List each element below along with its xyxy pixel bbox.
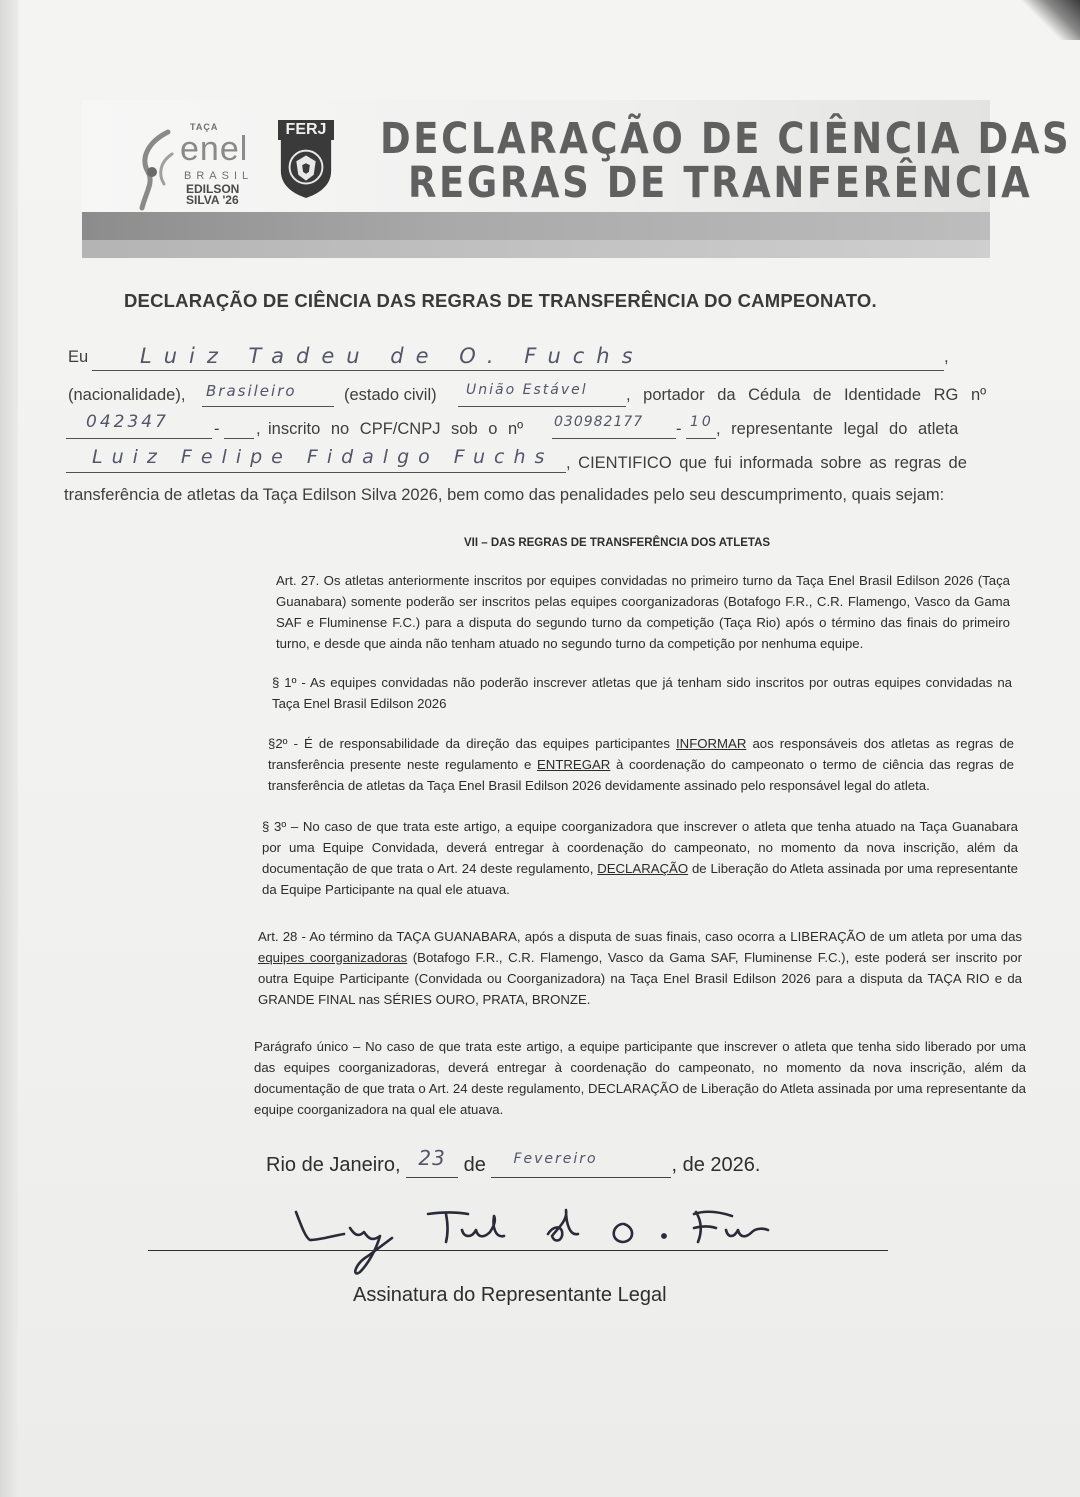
paragraph-1: § 1º - As equipes convidadas não poderão inscrever atletas que já tenham sido inscritos por outras equipes convidadas na Taça Enel Brasil Edilson 2026 — [272, 675, 1012, 711]
nacionalidade-label: (nacionalidade), — [68, 386, 186, 404]
date-city: Rio de Janeiro, — [266, 1154, 401, 1176]
art-27-paragraph: Art. 27. Os atletas anteriormente inscritos por equipes convidadas no primeiro turno da Taça Enel Brasil Edilson 2026 (Taça Guanabara) somente poderão ser inscritos pelas equipes coorganizadoras (Botafogo F.R., C.R. Flamengo, Vasco da Gama SAF e Fluminense F.C.) para a disputa do segundo turno da competição (Taça Rio) após o término das finais do primeiro turno, e desde que ainda não tenham atuado no segundo turno da competição por nenhuma equipe. — [276, 573, 1010, 651]
date-month-field — [491, 1151, 671, 1178]
nacionalidade-value: Brasileiro — [206, 382, 297, 400]
document-heading: DECLARAÇÃO DE CIÊNCIA DAS REGRAS DE TRANSFERÊNCIA DO CAMPEONATO. — [124, 290, 877, 311]
rg-value: 042347 — [86, 412, 169, 432]
signature-line — [148, 1250, 888, 1251]
taca-enel-logo — [132, 118, 272, 218]
signature-drawing — [286, 1198, 806, 1284]
ferj-logo-text: FERJ — [278, 120, 334, 140]
ferj-logo — [278, 120, 334, 198]
cpf-value: 030982177 — [554, 414, 644, 430]
date-year: , de 2026. — [671, 1154, 761, 1176]
paragraph-2: §2º - É de responsabilidade da direção das equipes participantes INFORMAR aos responsáveis dos atletas as regras de transferência presente neste regulamento e ENTREGAR à coordenação do campeonato o termo de ciência das regras de transferência de atletas da Taça Enel Brasil Edilson 2026 devidamente assinado pelo responsável legal do atleta. — [268, 736, 1015, 793]
rg-digit-field — [224, 416, 254, 439]
transfer-intro-text: transferência de atletas da Taça Edilson Silva 2026, bem como das penalidades pelo seu descumprimento, quais sejam: — [64, 486, 945, 504]
banner-title-line-1: DECLARAÇÃO DE CIÊNCIA DAS — [380, 114, 1072, 164]
page-edge-shadow — [0, 0, 18, 1497]
estado-civil-label: (estado civil) — [344, 386, 437, 404]
estado-civil-value: União Estável — [466, 382, 588, 398]
section-title: VII – DAS REGRAS DE TRANSFERÊNCIA DOS ATLETAS — [464, 537, 771, 549]
paragrafo-unico: Parágrafo único – No caso de que trata este artigo, a equipe participante que inscrever o atleta que tenha sido liberado por uma das equipes coorganizadoras, deverá entregar à coordenação do campeonato, no momento da nova inscrição, além da documentação de que trata o Art. 24 deste regulamento, DECLARAÇÃO de Liberação do Atleta assinada por uma representante da equipe coorganizadora na qual ele atuava. — [254, 1039, 1026, 1117]
logo-brasil-text: BRASIL — [184, 170, 254, 182]
cientifico-text: , CIENTIFICO que fui informada sobre as regras de — [566, 454, 967, 472]
name-value: Luiz Tadeu de O. Fuchs — [140, 344, 645, 368]
date-day-field — [406, 1146, 458, 1178]
handwritten-signature — [286, 1198, 806, 1284]
rep-label: , representante legal do atleta — [716, 420, 959, 438]
logo-edilson-text: EDILSON SILVA '26 — [186, 182, 240, 207]
art-28-paragraph: Art. 28 - Ao término da TAÇA GUANABARA, após a disputa de suas finais, caso ocorra a LIBERAÇÃO de um atleta por uma das equipes coorganizadoras (Botafogo F.R., C.R. Flamengo, Vasco da Gama SAF, Fluminense F.C.), este poderá ser inscrito por outra Equipe Participante (Convidada ou Coorganizadora) na Taça Enel Brasil Edilson 2026 para a disputa da TAÇA RIO e da GRANDE FINAL nas SÉRIES OURO, PRATA, BRONZE. — [258, 929, 1022, 1007]
logo-taca-text: TAÇA — [190, 122, 219, 132]
comma-1: , — [944, 348, 949, 366]
rg-dash: - — [214, 420, 220, 438]
athlete-value: Luiz Felipe Fidalgo Fuchs — [92, 446, 554, 468]
logo-enel-text: enel — [180, 130, 249, 168]
swirl-icon — [138, 128, 178, 212]
date-day: 23 — [418, 1146, 446, 1170]
paragraph-3: § 3º – No caso de que trata este artigo, a equipe coorganizadora que inscrever o atleta que tenha atuado na Taça Guanabara por uma Equipe Convidada, deverá entregar à coordenação do campeonato, no momento da nova inscrição, além da documentação de que trata o Art. 24 deste regulamento, DECLARAÇÃO de Liberação do Atleta assinada por uma representante da Equipe Participante na qual ele atuava. — [262, 819, 1018, 897]
banner-title-line-2: REGRAS DE TRANFERÊNCIA — [408, 158, 1033, 208]
signature-caption: Assinatura do Representante Legal — [353, 1284, 667, 1306]
rg-label: , portador da Cédula de Identidade RG nº — [626, 386, 987, 404]
banner-stripe-light — [82, 240, 990, 258]
date-line — [266, 1146, 761, 1178]
cpf-dash: - — [676, 420, 682, 438]
cpf-label: inscrito no CPF/CNPJ sob o nº — [268, 420, 524, 438]
eu-label: Eu — [68, 348, 89, 366]
cpf-suffix: 10 — [690, 414, 714, 430]
date-de: de — [463, 1154, 486, 1176]
comma-2: , — [256, 420, 261, 438]
date-month: Fevereiro — [513, 1151, 598, 1167]
header-banner — [82, 100, 1072, 260]
scan-corner-shadow — [1020, 0, 1080, 40]
ferj-shield-icon — [278, 140, 334, 198]
